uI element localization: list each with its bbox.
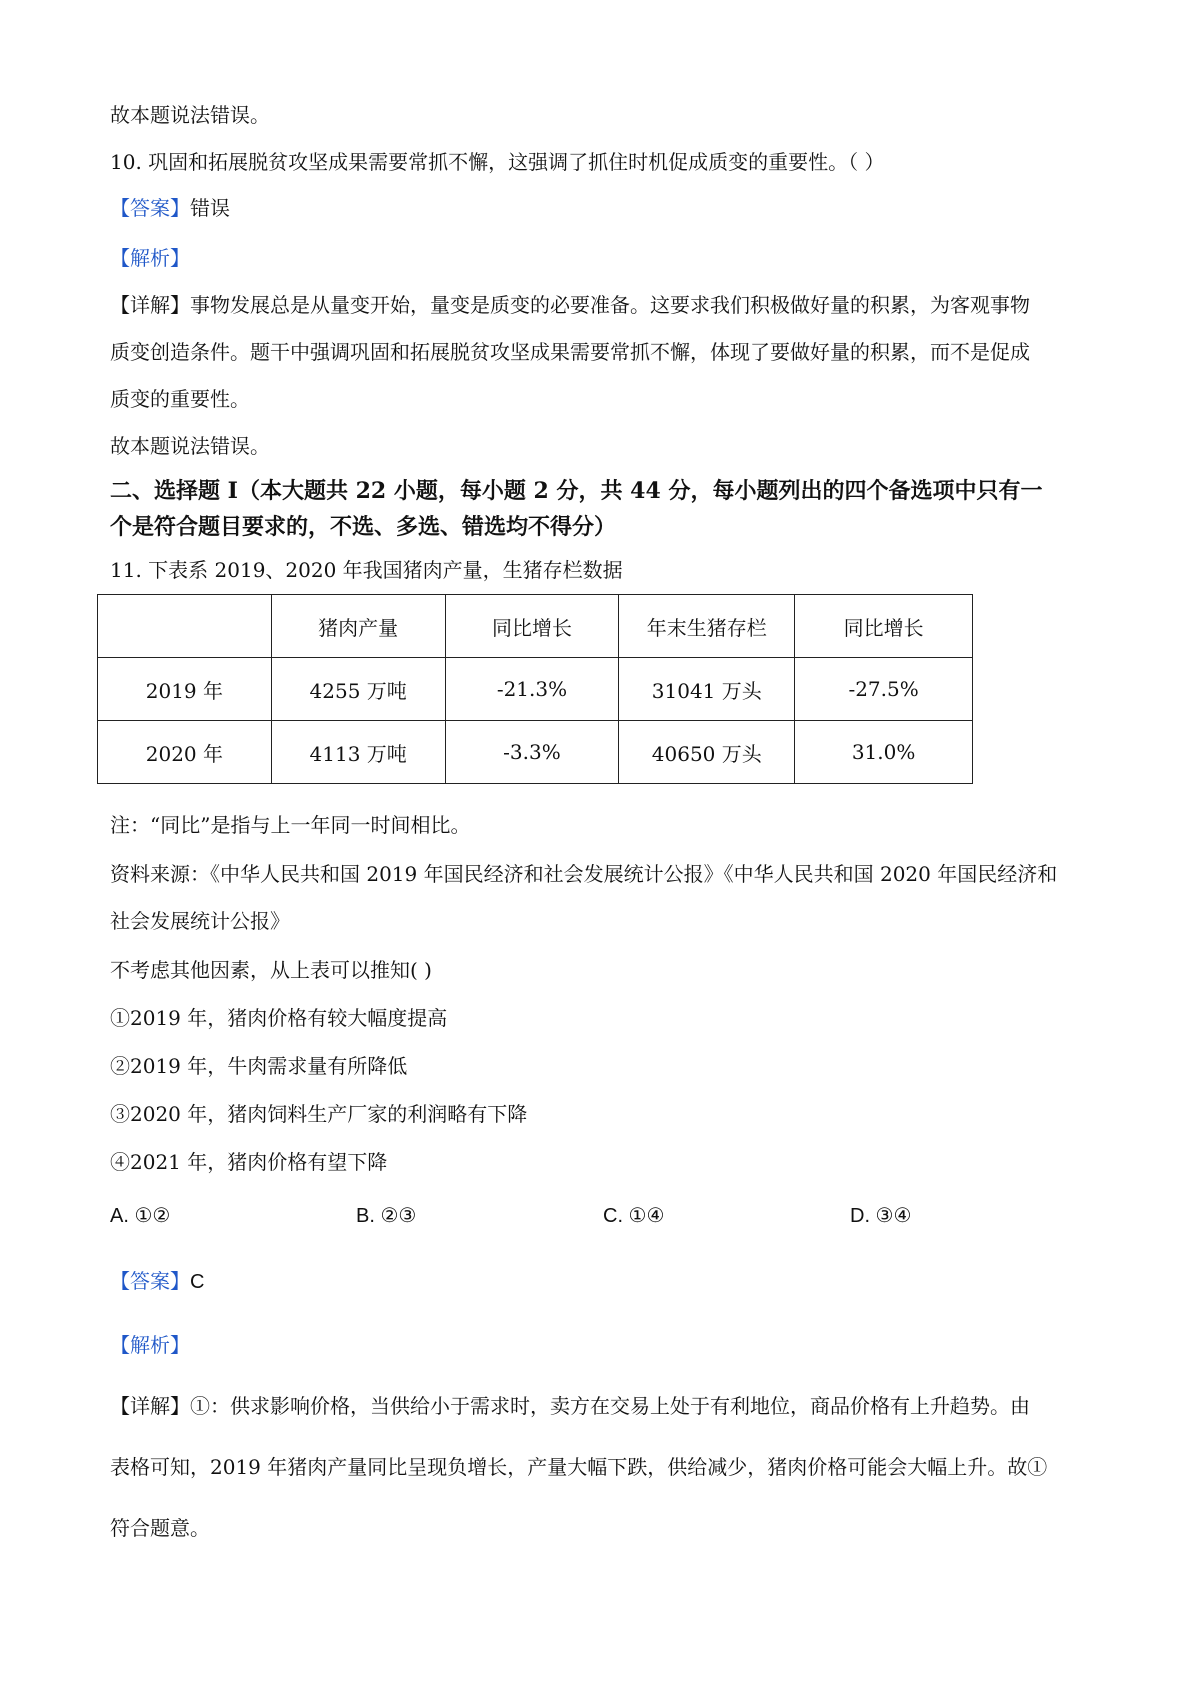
analysis-tag: 【解析】 — [110, 246, 190, 270]
source-line-2: 社会发展统计公报》 — [110, 909, 290, 933]
answer-tag: 【答案】 — [110, 1269, 190, 1293]
pork-data-table — [97, 594, 973, 784]
table-row — [98, 721, 973, 784]
detail-2-line-1: 【详解】①：供求影响价格，当供给小于需求时，卖方在交易上处于有利地位，商品价格有上升趋势。由 — [110, 1394, 1030, 1418]
answer-value: C — [190, 1271, 205, 1293]
table-cell: 2019 年 — [98, 658, 272, 721]
detail-line-3: 质变的重要性。 — [110, 387, 250, 411]
source-line-1: 资料来源：《中华人民共和国 2019 年国民经济和社会发展统计公报》《中华人民共和国 2020 年国民经济和 — [110, 862, 1058, 886]
table-cell: 31.0% — [795, 721, 973, 784]
detail-line-1: 【详解】事物发展总是从量变开始，量变是质变的必要准备。这要求我们积极做好量的积累，为客观事物 — [110, 293, 1030, 317]
detail-2-line-2: 表格可知，2019 年猪肉产量同比呈现负增长，产量大幅下跌，供给减少，猪肉价格可能会大幅上升。故① — [110, 1455, 1048, 1479]
table-cell: 2020 年 — [98, 721, 272, 784]
table-header-cell — [98, 595, 272, 658]
answer-tag: 【答案】 — [110, 196, 190, 220]
option-d: D. ③④ — [850, 1205, 912, 1227]
table-cell: -27.5% — [795, 658, 973, 721]
question-prompt: 不考虑其他因素，从上表可以推知( ) — [110, 958, 432, 982]
table-header-cell: 猪肉产量 — [271, 595, 445, 658]
question-11: 11. 下表系 2019、2020 年我国猪肉产量，生猪存栏数据 — [110, 558, 623, 582]
table-header-cell: 同比增长 — [795, 595, 973, 658]
option-c: C. ①④ — [603, 1205, 665, 1227]
table-cell: -3.3% — [445, 721, 619, 784]
section-heading-1: 二、选择题 I（本大题共 22 小题，每小题 2 分，共 44 分，每小题列出的四个备选项中只有一 — [110, 478, 1043, 504]
table-header-row — [98, 595, 973, 658]
table-cell: 31041 万头 — [619, 658, 795, 721]
option-b: B. ②③ — [356, 1205, 417, 1227]
option-a: A. ①② — [110, 1205, 171, 1227]
section-heading-2: 个是符合题目要求的，不选、多选、错选均不得分） — [110, 514, 617, 540]
table-cell: 40650 万头 — [619, 721, 795, 784]
statement-3: ③2020 年，猪肉饲料生产厂家的利润略有下降 — [110, 1102, 528, 1126]
statement-1: ①2019 年，猪肉价格有较大幅度提高 — [110, 1006, 448, 1030]
statement-2: ②2019 年，牛肉需求量有所降低 — [110, 1054, 408, 1078]
table-header-cell: 同比增长 — [445, 595, 619, 658]
answer-11 — [110, 1266, 1100, 1297]
table-row — [98, 658, 973, 721]
detail-line-2: 质变创造条件。题干中强调巩固和拓展脱贫攻坚成果需要常抓不懈，体现了要做好量的积累，而不是促成 — [110, 340, 1030, 364]
statement-4: ④2021 年，猪肉价格有望下降 — [110, 1150, 388, 1174]
answer-10 — [110, 193, 1100, 223]
detail-2-line-3: 符合题意。 — [110, 1516, 210, 1540]
answer-value: 错误 — [190, 196, 230, 220]
table-cell: 4255 万吨 — [271, 658, 445, 721]
conclusion-line: 故本题说法错误。 — [110, 103, 270, 127]
table-note: 注：“同比”是指与上一年同一时间相比。 — [110, 813, 471, 837]
conclusion-line-2: 故本题说法错误。 — [110, 434, 270, 458]
analysis-tag-2: 【解析】 — [110, 1333, 190, 1357]
table-cell: -21.3% — [445, 658, 619, 721]
question-10: 10. 巩固和拓展脱贫攻坚成果需要常抓不懈，这强调了抓住时机促成质变的重要性。（ ） — [110, 150, 885, 174]
table-header-cell: 年末生猪存栏 — [619, 595, 795, 658]
table-cell: 4113 万吨 — [271, 721, 445, 784]
